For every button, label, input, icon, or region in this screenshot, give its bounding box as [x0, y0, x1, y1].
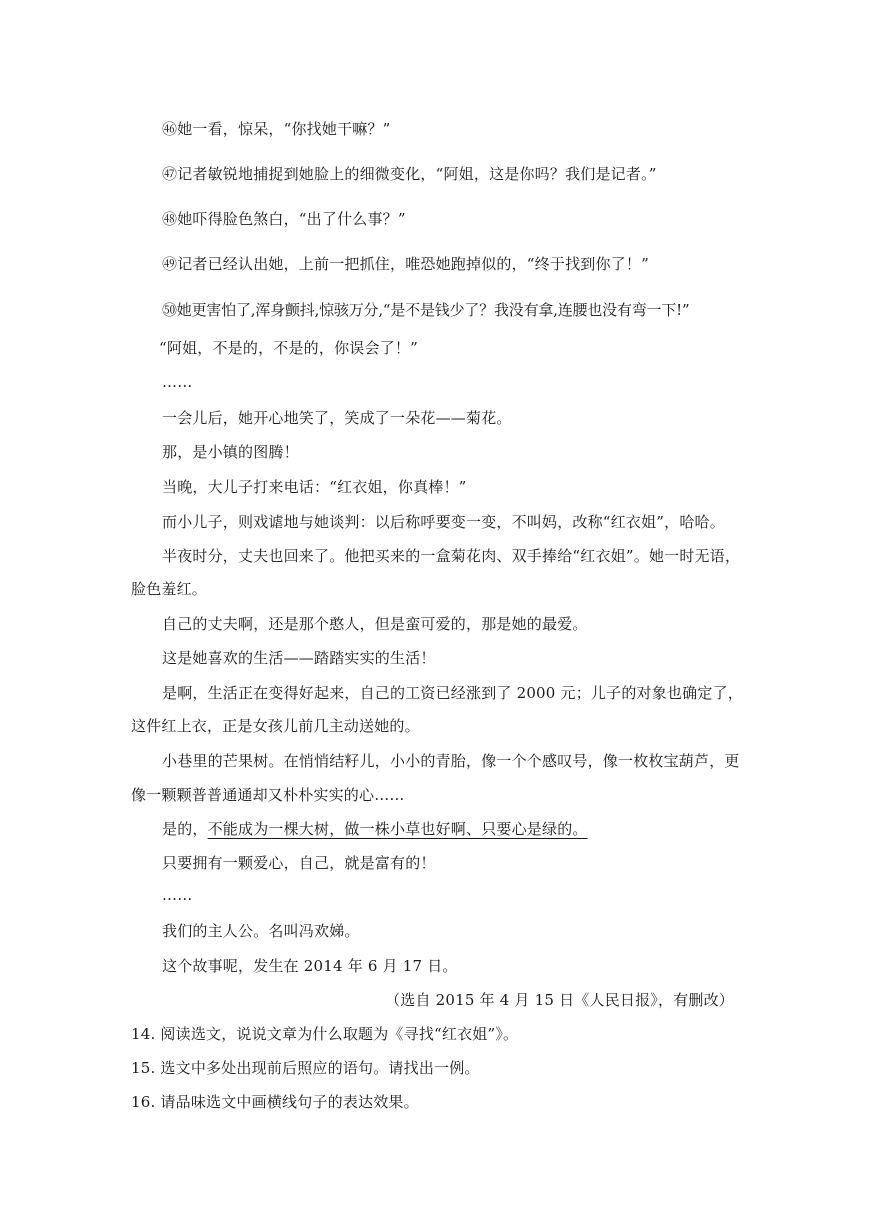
source-citation: （选自 2015 年 4 月 15 日《人民日报》，有删改）: [385, 991, 734, 1009]
ellipsis-2: ……: [162, 886, 193, 904]
ellipsis-1: ……: [162, 373, 193, 391]
question-15: 15. 选文中多处出现前后照应的语句。请找出一例。: [131, 1059, 480, 1077]
paragraph-50: ㊿她更害怕了,浑身颤抖,惊骇万分,“是不是钱少了？我没有拿,连腰也没有弯一下!”: [162, 301, 690, 319]
paragraph-date: 这个故事呢，发生在 2014 年 6 月 17 日。: [162, 957, 458, 975]
paragraph-husband-line-1: 半夜时分，丈夫也回来了。他把买来的一盒菊花肉、双手捧给“红衣姐”。她一时无语，: [162, 547, 741, 565]
paragraph-48: ㊽她吓得脸色煞白，“出了什么事？”: [162, 210, 406, 228]
paragraph-46: ㊻她一看，惊呆，“你找她干嘛？”: [162, 120, 391, 138]
paragraph-49: ㊾记者已经认出她，上前一把抓住，唯恐她跑掉似的，“终于找到你了！”: [162, 255, 649, 273]
paragraph-call: 当晚，大儿子打来电话：“红衣姐，你真棒！”: [162, 478, 467, 496]
question-16: 16. 请品味选文中画横线句子的表达效果。: [131, 1093, 419, 1111]
paragraph-mango-line-2: 像一颗颗普普通通却又朴朴实实的心……: [131, 786, 405, 804]
paragraph-rich: 只要拥有一颗爱心，自己，就是富有的！: [162, 854, 436, 872]
paragraph-better-line-1: 是啊，生活正在变得好起来，自己的工资已经涨到了 2000 元；儿子的对象也确定了，: [162, 684, 743, 702]
paragraph-grass: [162, 819, 588, 839]
paragraph-better-line-2: 这件红上衣，正是女孩儿前几主动送她的。: [131, 717, 420, 735]
paragraph-husband-line-2: 脸色羞红。: [131, 580, 208, 598]
underlined-sentence: 不能成为一棵大树，做一株小草也好啊、只要心是绿的。: [207, 820, 588, 838]
paragraph-life: 这是她喜欢的生活——踏踏实实的生活！: [162, 649, 436, 667]
paragraph-reply: “阿姐，不是的，不是的，你误会了！”: [159, 339, 418, 357]
paragraph-smile: 一会儿后，她开心地笑了，笑成了一朵花——菊花。: [162, 409, 512, 427]
question-14: 14. 阅读选文，说说文章为什么取题为《寻找“红衣姐”》。: [131, 1025, 519, 1043]
paragraph-mango-line-1: 小巷里的芒果树。在悄悄结籽儿，小小的青胎，像一个个感叹号，像一枚枚宝葫芦，更: [162, 752, 740, 770]
grass-prefix: 是的，: [162, 820, 208, 838]
paragraph-47: ㊼记者敏锐地捕捉到她脸上的细微变化，“阿姐，这是你吗？我们是记者。”: [162, 165, 657, 183]
paragraph-totem: 那，是小镇的图腾！: [162, 443, 299, 461]
paragraph-younger-son: 而小儿子，则戏谑地与她谈判：以后称呼要变一变，不叫妈，改称“红衣姐”，哈哈。: [162, 513, 725, 531]
paragraph-protagonist: 我们的主人公。名叫冯欢娣。: [162, 922, 360, 940]
paragraph-love: 自己的丈夫啊，还是那个憨人，但是蛮可爱的，那是她的最爱。: [162, 615, 588, 633]
